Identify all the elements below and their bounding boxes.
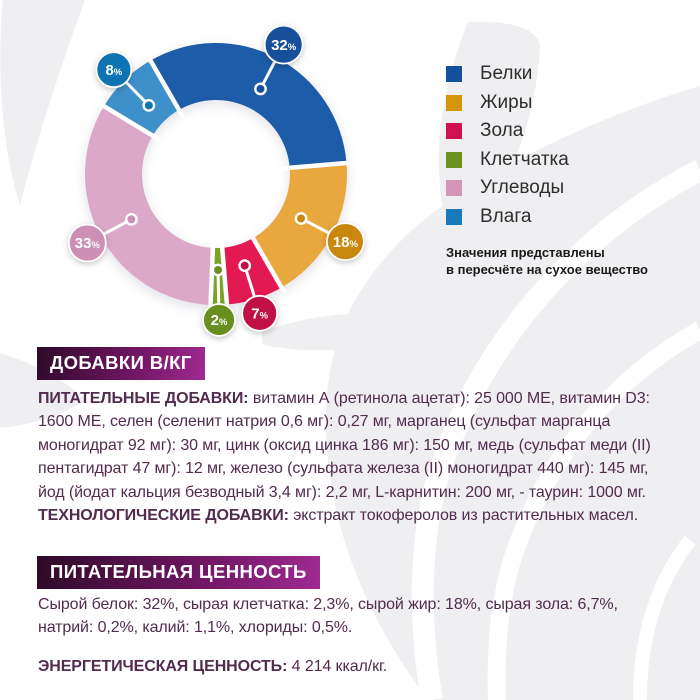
value-bubble-label: 2%	[210, 312, 228, 330]
legend-label: Зола	[480, 120, 524, 141]
legend-label: Влага	[480, 205, 532, 227]
value-bubble-label: 18%	[332, 233, 358, 251]
legend-swatch	[446, 152, 462, 168]
legend-swatch	[446, 66, 462, 82]
leader-dot	[213, 265, 223, 275]
legend-swatch	[446, 180, 462, 196]
nutrition-section-title: ПИТАТЕЛЬНАЯ ЦЕННОСТЬ	[37, 556, 320, 589]
nutrition-analysis: Сырой белок: 32%, сырая клетчатка: 2,3%, сырой жир: 18%, сырая зола: 6,7%, натрий: 0,2%, калий: 1,1%, хлориды: 0,5%.	[38, 596, 618, 637]
legend-item-4	[446, 148, 569, 170]
leader-dot	[126, 214, 136, 224]
slice-gap	[210, 238, 213, 311]
leader-dot	[240, 260, 250, 270]
nutritional-additives-label: ПИТАТЕЛЬНЫЕ ДОБАВКИ:	[38, 390, 249, 407]
legend-note	[446, 245, 648, 278]
legend-swatch	[446, 123, 462, 139]
legend-note-line1: Значения представлены	[446, 245, 605, 260]
additives-paragraph	[38, 387, 668, 527]
value-bubble-label: 32%	[271, 36, 297, 54]
energy-value: 4 214 ккал/кг.	[291, 658, 388, 675]
additives-section-title: ДОБАВКИ В/КГ	[37, 347, 205, 380]
legend-item-3	[446, 120, 569, 141]
legend-item-5	[446, 177, 569, 198]
donut-slice-1	[151, 43, 347, 168]
energy-line	[38, 655, 668, 678]
legend-label: Клетчатка	[480, 148, 569, 170]
legend-label: Жиры	[480, 91, 533, 113]
legend-item-6	[446, 205, 569, 227]
legend-label: Белки	[480, 63, 533, 84]
value-bubble-label: 33%	[74, 235, 100, 253]
donut-chart	[0, 0, 440, 348]
technological-additives-text: экстракт токоферолов из растительных масел.	[293, 507, 639, 525]
legend-swatch	[446, 95, 462, 111]
nutritional-additives-text: витамин А (ретинола ацетат): 25 000 МЕ, витамин D3: 1600 МЕ, селен (селенит натрия 0,6 мг): 0,27 мг, марганец (сульфат марганца моногидрат 92 мг): 30 мг, цинк (оксид цинка 186 мг): 150 мг, медь (сульфат меди (II) пентагидрат 47 мг): 12 мг, железо (сульфата железа (II) моногидрат 440 мг): 145 мг, йод (йодат кальция безводный 3,4 мг): 2,2 мг, L-карнитин: 200 мг, - таурин: 1000 мг.	[38, 390, 651, 501]
energy-label: ЭНЕРГЕТИЧЕСКАЯ ЦЕННОСТЬ:	[38, 658, 288, 675]
value-bubble-label: 8%	[105, 61, 123, 79]
legend-item-2	[446, 91, 569, 113]
value-bubble-label: 7%	[251, 305, 269, 323]
leader-dot	[296, 213, 306, 223]
technological-additives-label: ТЕХНОЛОГИЧЕСКИЕ ДОБАВКИ:	[38, 507, 289, 525]
legend-swatch	[446, 209, 462, 225]
chart-legend	[446, 63, 569, 227]
legend-note-line2: в пересчёте на сухое вещество	[446, 261, 649, 277]
legend-label: Углеводы	[480, 177, 565, 198]
leader-dot	[255, 84, 265, 94]
leader-dot	[144, 100, 154, 110]
legend-item-1	[446, 63, 569, 84]
